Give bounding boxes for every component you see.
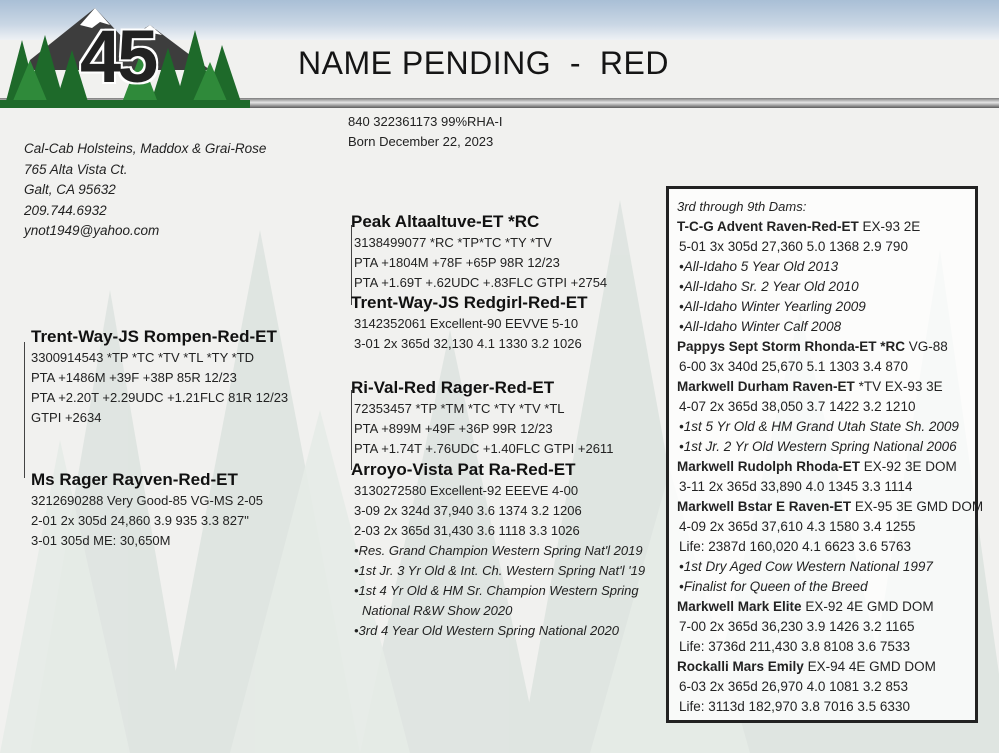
dam-entry-honor: •All-Idaho 5 Year Old 2013 [679,259,839,274]
dam-sire-line: 72353457 *TP *TM *TC *TY *TV *TL [354,401,565,416]
sire-dam-line: 3142352061 Excellent-90 EEVVE 5-10 [354,316,579,331]
dam-entry-classification: EX-94 4E GMD DOM [803,659,936,674]
dam-sire-line: PTA +1.74T +.76UDC +1.40FLC GTPI +2611 [354,441,614,456]
page-title: NAME PENDING - RED [298,45,669,81]
sire-block [31,326,288,428]
dam-dam-name: Arroyo-Vista Pat Ra-Red-ET [351,460,576,479]
dam-dam-block [351,459,645,641]
sire-line: PTA +1486M +39F +38P 85R 12/23 [31,370,237,385]
dam-entry-lifetime: Life: 3113d 182,970 3.8 7016 3.5 6330 [679,699,910,714]
dams-box-header: 3rd through 9th Dams: [677,199,807,214]
sire-dam-block [351,292,587,354]
dam-entry-record: 7-00 2x 365d 36,230 3.9 1426 3.2 1165 [679,619,915,634]
sire-line: 3300914543 *TP *TC *TV *TL *TY *TD [31,350,255,365]
dam-entry-classification: EX-92 3E DOM [860,459,957,474]
dam-entry-classification: EX-93 2E [858,219,921,234]
dam-entry-title: Pappys Sept Storm Rhonda-ET *RC [677,339,906,354]
dam-dam-line: 3-09 2x 324d 37,940 3.6 1374 3.2 1206 [354,503,582,518]
dam-entry-title: Markwell Bstar E Raven-ET [677,499,852,514]
dam-line: 3212690288 Very Good-85 VG-MS 2-05 [31,493,263,508]
sire-line: PTA +2.20T +2.29UDC +1.21FLC 81R 12/23 [31,390,289,405]
dam-entry [677,597,975,657]
sire-sire-line: PTA +1.69T +.62UDC +.83FLC GTPI +2754 [354,275,608,290]
dam-entry [677,657,975,717]
sire-sire-line: PTA +1804M +78F +65P 98R 12/23 [354,255,560,270]
sire-name: Trent-Way-JS Rompen-Red-ET [31,327,277,346]
dam-entry-record: 5-01 3x 305d 27,360 5.0 1368 2.9 790 [679,239,908,254]
dam-dam-honor: •Res. Grand Champion Western Spring Nat'l 2019 [354,543,643,558]
dam-entry-name [677,657,975,677]
dam-name: Ms Rager Rayven-Red-ET [31,470,238,489]
dam-entry-lifetime: Life: 2387d 160,020 4.1 6623 3.6 5763 [679,539,911,554]
dam-entry [677,377,975,457]
dam-sire-name: Ri-Val-Red Rager-Red-ET [351,378,555,397]
dam-entry-honor: •1st Jr. 2 Yr Old Western Spring National 2006 [679,439,957,454]
sire-sire-line: 3138499077 *RC *TP*TC *TY *TV [354,235,552,250]
dam-entry-title: Rockalli Mars Emily [677,659,804,674]
registration-number: 840 322361173 99%RHA-I [348,114,503,129]
dam-sire-block [351,377,613,459]
registration-info [348,112,502,152]
dam-entry-record: 4-07 2x 365d 38,050 3.7 1422 3.2 1210 [679,399,916,414]
dam-entry-classification: EX-92 4E GMD DOM [801,599,934,614]
dam-entry-classification: VG-88 [905,339,948,354]
dam-entry-lifetime: Life: 3736d 211,430 3.8 8108 3.6 7533 [679,639,910,654]
extended-dams-box [666,186,984,723]
dam-entry [677,337,975,377]
breeder-phone: 209.744.6932 [24,202,107,218]
dam-entry-record: 3-11 2x 365d 33,890 4.0 1345 3.3 1114 [679,479,913,494]
lot-number: 45 [80,15,155,98]
sire-line: GTPI +2634 [31,410,102,425]
dam-entry-title: T-C-G Advent Raven-Red-ET [677,219,859,234]
breeder-city: Galt, CA 95632 [24,182,116,197]
dam-sire-line: PTA +899M +49F +36P 99R 12/23 [354,421,553,436]
dam-entry-name [677,377,975,397]
dam-entry-title: Markwell Mark Elite [677,599,802,614]
dam-entry-record: 6-03 2x 365d 26,970 4.0 1081 3.2 853 [679,679,908,694]
dam-entry-name [677,217,975,237]
dam-entry-name [677,497,984,517]
dam-entry-name [677,457,975,477]
dam-entry-honor: •All-Idaho Sr. 2 Year Old 2010 [679,279,859,294]
dam-entry-record: 4-09 2x 365d 37,610 4.3 1580 3.4 1255 [679,519,916,534]
dam-entry-honor: •Finalist for Queen of the Breed [679,579,868,594]
dam-entry-record: 6-00 3x 340d 25,670 5.1 1303 3.4 870 [679,359,908,374]
sire-sire-name: Peak Altaaltuve-ET *RC [351,212,540,231]
dam-entry [677,457,975,497]
dam-dam-honor: •1st Jr. 3 Yr Old & Int. Ch. Western Spring Nat'l '19 [354,563,646,578]
dam-dam-line: 2-03 2x 365d 31,430 3.6 1118 3.3 1026 [354,523,580,538]
dam-line: 3-01 305d ME: 30,650M [31,533,171,548]
dam-line: 2-01 2x 305d 24,860 3.9 935 3.3 827" [31,513,249,528]
dam-dam-line: 3130272580 Excellent-92 EEEVE 4-00 [354,483,579,498]
dam-entry-classification: EX-95 3E GMD DOM [851,499,984,514]
dam-entry-name [677,337,975,357]
dam-entry [677,217,975,337]
dam-entry-classification: *TV EX-93 3E [854,379,943,394]
pedigree-connector-sire-dam [24,342,25,478]
dam-entry-honor: •All-Idaho Winter Yearling 2009 [679,299,866,314]
sire-dam-line: 3-01 2x 365d 32,130 4.1 1330 3.2 1026 [354,336,582,351]
breeder-name: Cal-Cab Holsteins, Maddox & Grai-Rose [24,141,267,156]
dam-entry-honor: •All-Idaho Winter Calf 2008 [679,319,842,334]
dam-entry-honor: •1st 5 Yr Old & HM Grand Utah State Sh. 2009 [679,419,959,434]
dam-dam-honor: •1st 4 Yr Old & HM Sr. Champion Western Spring [354,583,639,598]
dam-entry-honor: •1st Dry Aged Cow Western National 1997 [679,559,933,574]
sire-dam-name: Trent-Way-JS Redgirl-Red-ET [351,293,588,312]
sire-sire-block [351,211,607,293]
breeder-contact [24,139,266,242]
birth-date: Born December 22, 2023 [348,134,494,149]
breeder-email: ynot1949@yahoo.com [24,223,160,238]
breeder-address: 765 Alta Vista Ct. [24,161,128,177]
dam-entry-title: Markwell Rudolph Rhoda-ET [677,459,861,474]
dam-block [31,469,263,551]
dam-entry [677,497,984,597]
dam-dam-honor: National R&W Show 2020 [362,603,513,618]
dam-entry-title: Markwell Durham Raven-ET [677,379,855,394]
dam-dam-honor: •3rd 4 Year Old Western Spring National 2020 [354,623,619,638]
dam-entry-name [677,597,975,617]
